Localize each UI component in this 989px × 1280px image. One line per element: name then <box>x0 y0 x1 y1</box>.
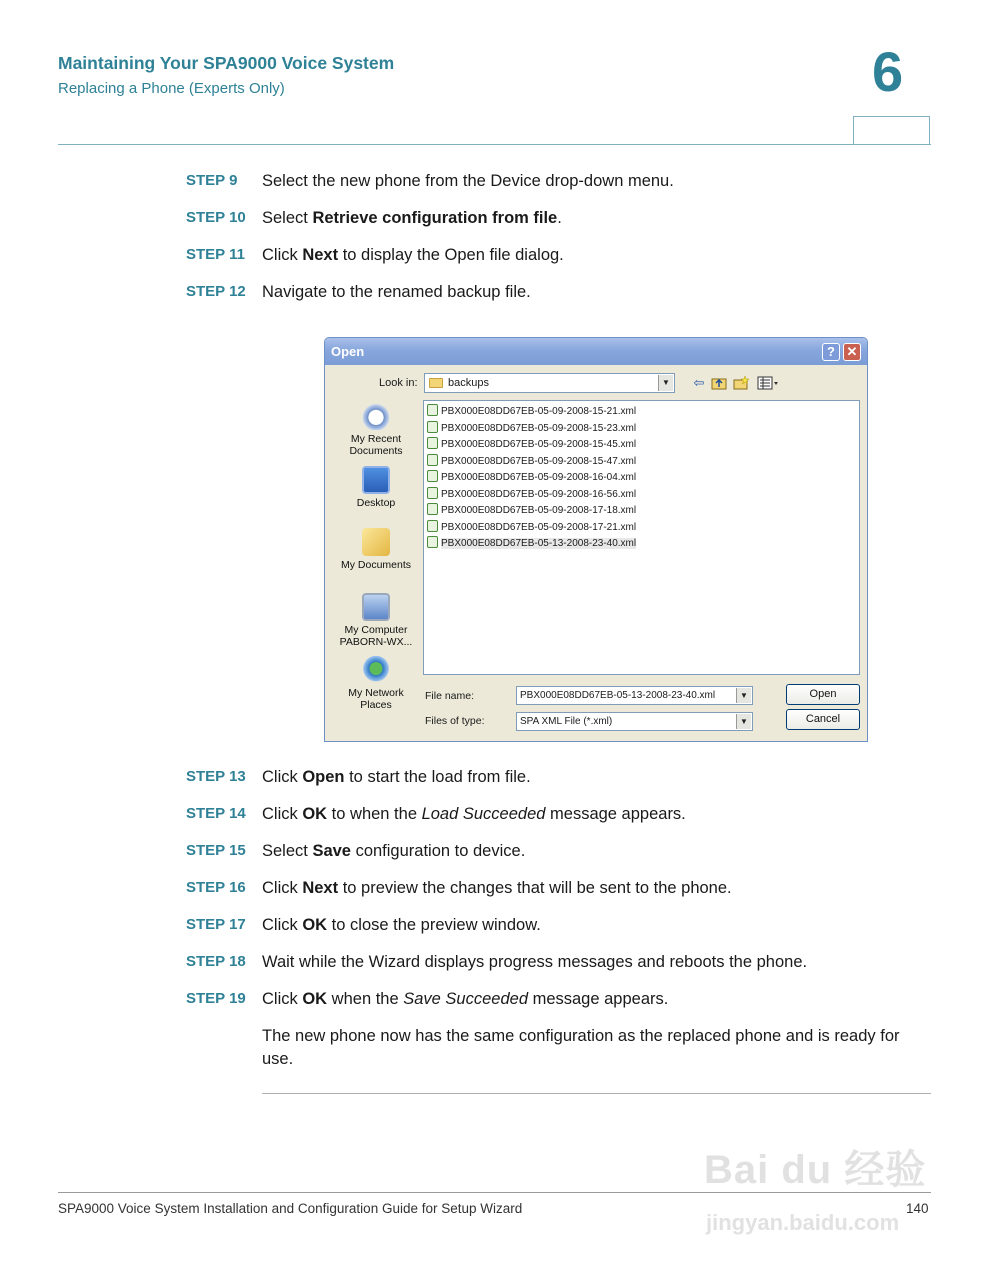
cancel-button[interactable]: Cancel <box>786 709 860 730</box>
look-in-value: backups <box>448 377 489 389</box>
file-name: PBX000E08DD67EB-05-09-2008-16-56.xml <box>441 488 637 500</box>
my-documents-icon <box>362 528 390 556</box>
step-label: STEP 16 <box>186 879 246 896</box>
network-places-icon <box>362 656 390 684</box>
file-name: PBX000E08DD67EB-05-09-2008-15-47.xml <box>441 455 637 467</box>
step-text <box>262 281 912 303</box>
ui-term: Retrieve configuration from file <box>312 209 558 227</box>
recent-documents-icon <box>362 402 390 430</box>
step-text-part: Select the new phone from the Device drop-down menu. <box>262 172 674 190</box>
step-text-part: configuration to device. <box>351 842 526 860</box>
step-text-part: message appears. <box>545 805 686 823</box>
step-text-part: to start the load from file. <box>344 768 531 786</box>
chapter-title: Maintaining Your SPA9000 Voice System <box>58 53 395 73</box>
baidu-watermark: Bai du 经验 <box>704 1148 927 1192</box>
xml-file-icon <box>427 437 438 449</box>
chevron-down-icon[interactable]: ▼ <box>658 375 673 391</box>
file-name-label: File name: <box>425 690 475 702</box>
message-name: Save Succeeded <box>403 990 528 1008</box>
step-label: STEP 19 <box>186 990 246 1007</box>
file-name: PBX000E08DD67EB-05-09-2008-17-18.xml <box>441 505 637 516</box>
ui-term: Next <box>302 879 339 897</box>
ui-term: Save <box>312 842 351 860</box>
place-my-computer[interactable]: My Computer PABORN-WX... <box>332 593 420 648</box>
step-text-part: Navigate to the renamed backup file. <box>262 283 531 301</box>
look-in-label: Look in: <box>379 377 418 389</box>
step-text <box>262 207 912 229</box>
step-text-part: Click <box>262 990 303 1008</box>
step-text-part: when the <box>327 990 404 1008</box>
step-text-part: Click <box>262 879 303 897</box>
place-my-documents[interactable]: My Documents <box>332 528 420 571</box>
xml-file-icon <box>427 404 438 416</box>
step-text <box>262 244 912 266</box>
step-text <box>262 766 912 788</box>
step-text-part: Wait while the Wizard displays progress messages and reboots the phone. <box>262 953 808 971</box>
desktop-icon <box>362 466 390 494</box>
step-text <box>262 951 912 973</box>
new-folder-icon[interactable] <box>733 375 749 391</box>
open-file-dialog <box>324 337 868 742</box>
step-text <box>262 914 912 936</box>
ui-term: OK <box>302 990 328 1008</box>
step-label: STEP 13 <box>186 768 246 785</box>
file-list-item[interactable] <box>427 536 636 550</box>
dialog-title: Open <box>331 344 365 359</box>
section-end-rule <box>262 1093 931 1094</box>
file-list-item[interactable] <box>427 421 636 435</box>
step-text-part: to display the Open file dialog. <box>338 246 564 264</box>
file-list-item[interactable] <box>427 437 636 451</box>
xml-file-icon <box>427 470 438 482</box>
step-label: STEP 12 <box>186 283 246 300</box>
dialog-title-bar <box>325 338 867 365</box>
xml-file-icon <box>427 536 438 548</box>
close-button[interactable]: ✕ <box>843 343 861 361</box>
file-name: PBX000E08DD67EB-05-13-2008-23-40.xml <box>441 538 637 549</box>
step-text-part: to when the <box>327 805 422 823</box>
step-text-part: Click <box>262 246 303 264</box>
step-label: STEP 11 <box>186 246 245 263</box>
step-text-part: Click <box>262 768 303 786</box>
help-button[interactable]: ? <box>822 343 840 361</box>
step-text-part: to close the preview window. <box>327 916 541 934</box>
step-text <box>262 988 912 1010</box>
file-list[interactable] <box>423 400 860 675</box>
chevron-down-icon[interactable]: ▼ <box>736 714 751 729</box>
step-text <box>262 840 912 862</box>
place-my-recent-documents[interactable]: My Recent Documents <box>332 402 420 457</box>
step-text-part: message appears. <box>528 990 669 1008</box>
file-name: PBX000E08DD67EB-05-09-2008-16-04.xml <box>441 472 637 483</box>
closing-note: The new phone now has the same configuration as the replaced phone and is ready for use. <box>262 1027 900 1068</box>
xml-file-icon <box>427 487 438 499</box>
file-name-value: PBX000E08DD67EB-05-13-2008-23-40.xml <box>520 690 716 701</box>
step-text-part: Select <box>262 209 313 227</box>
file-list-item[interactable] <box>427 520 636 534</box>
file-name: PBX000E08DD67EB-05-09-2008-17-21.xml <box>441 521 637 533</box>
step-label: STEP 17 <box>186 916 246 933</box>
step-text-part: . <box>557 209 562 227</box>
xml-file-icon <box>427 520 438 532</box>
my-computer-icon <box>362 593 390 621</box>
views-menu-icon[interactable] <box>757 375 779 391</box>
step-text-part: Click <box>262 916 303 934</box>
file-type-label: Files of type: <box>425 715 485 727</box>
open-button[interactable]: Open <box>786 684 860 705</box>
step-text <box>262 170 912 192</box>
file-list-item[interactable] <box>427 454 636 468</box>
ui-term: OK <box>302 805 328 823</box>
file-list-item[interactable] <box>427 487 636 501</box>
chapter-tab-box <box>853 116 930 144</box>
footer-title: SPA9000 Voice System Installation and Configuration Guide for Setup Wizard <box>58 1201 523 1216</box>
step-text <box>262 803 912 825</box>
file-name-input[interactable] <box>516 686 753 705</box>
chapter-number: 6 <box>872 40 904 103</box>
file-name: PBX000E08DD67EB-05-09-2008-15-21.xml <box>441 406 637 417</box>
ui-term: OK <box>302 916 328 934</box>
file-name: PBX000E08DD67EB-05-09-2008-15-45.xml <box>441 439 637 450</box>
place-my-network-places[interactable]: My Network Places <box>332 656 420 711</box>
step-label: STEP 9 <box>186 172 238 189</box>
chevron-down-icon[interactable]: ▼ <box>736 688 751 703</box>
step-label: STEP 14 <box>186 805 246 822</box>
file-list-item[interactable] <box>427 503 636 517</box>
step-label: STEP 15 <box>186 842 246 859</box>
folder-icon <box>429 378 443 388</box>
file-name: PBX000E08DD67EB-05-09-2008-15-23.xml <box>441 422 637 434</box>
step-label: STEP 18 <box>186 953 246 970</box>
step-text-part: to preview the changes that will be sent to the phone. <box>338 879 732 897</box>
up-folder-icon[interactable] <box>711 375 727 391</box>
step-text-part: Click <box>262 805 303 823</box>
section-subtitle: Replacing a Phone (Experts Only) <box>58 80 285 97</box>
message-name: Load Succeeded <box>421 805 546 823</box>
place-desktop[interactable]: Desktop <box>332 466 420 509</box>
ui-term: Next <box>302 246 339 264</box>
xml-file-icon <box>427 454 438 466</box>
baidu-watermark-url: jingyan.baidu.com <box>706 1210 900 1235</box>
step-label: STEP 10 <box>186 209 246 226</box>
file-list-item[interactable] <box>427 470 636 484</box>
page-number: 140 <box>906 1201 929 1216</box>
header-rule <box>58 144 931 145</box>
ui-term: Open <box>302 768 345 786</box>
step-text <box>262 877 912 899</box>
xml-file-icon <box>427 503 438 515</box>
file-type-select[interactable] <box>516 712 753 731</box>
places-bar <box>332 400 420 720</box>
back-icon[interactable]: ⇦ <box>693 375 705 390</box>
file-list-item[interactable] <box>427 404 636 418</box>
xml-file-icon <box>427 421 438 433</box>
file-type-value: SPA XML File (*.xml) <box>520 716 613 727</box>
step-text-part: Select <box>262 842 313 860</box>
look-in-dropdown[interactable] <box>424 373 675 393</box>
